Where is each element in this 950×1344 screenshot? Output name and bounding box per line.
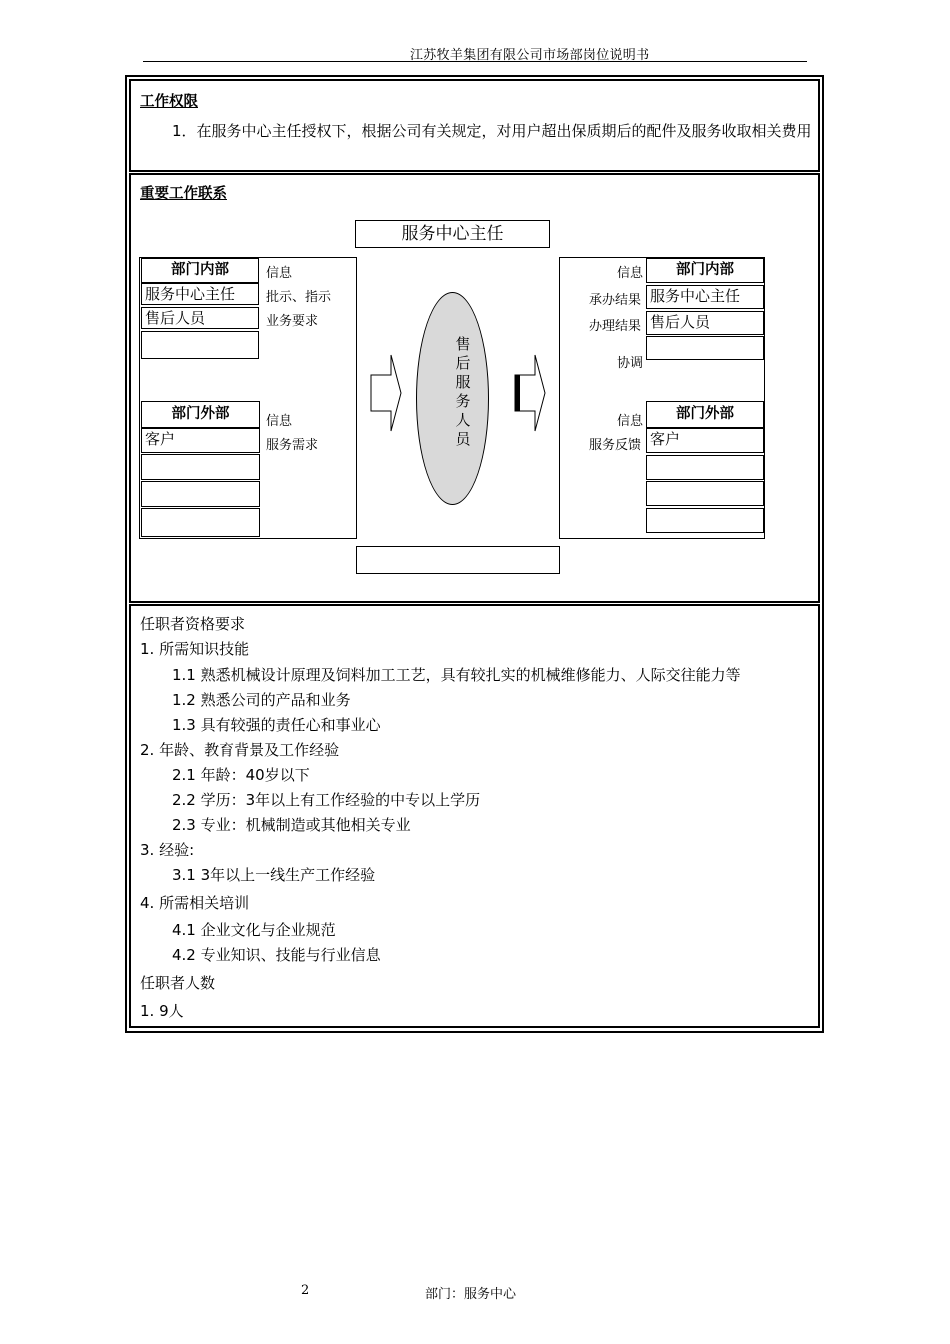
qualifications-section — [129, 604, 820, 1028]
qualifications-title: 任职者资格要求 — [140, 615, 246, 633]
left-external-label: 服务需求 — [266, 438, 319, 453]
right-internal-item: 服务中心主任 — [646, 285, 764, 309]
authority-section — [129, 79, 820, 172]
right-internal-label: 协调 — [617, 356, 644, 371]
right-internal-label: 承办结果 — [589, 293, 642, 308]
qualification-line: 2.2 学历：3年以上有工作经验的中专以上学历 — [172, 791, 481, 809]
staff-count-title: 任职者人数 — [140, 974, 216, 992]
right-external-item — [646, 508, 764, 533]
right-arrow-icon — [513, 353, 547, 433]
right-external-item: 客户 — [646, 428, 764, 453]
qualification-line: 2. 年龄、教育背景及工作经验 — [140, 741, 340, 759]
left-external-item — [141, 454, 260, 480]
right-external-item — [646, 481, 764, 506]
qualification-line: 1. 所需知识技能 — [140, 640, 250, 658]
right-internal-item: 售后人员 — [646, 311, 764, 335]
footer-department: 部门：服务中心 — [425, 1287, 517, 1302]
qualification-line: 2.3 专业：机械制造或其他相关专业 — [172, 816, 411, 834]
relations-section — [129, 173, 820, 603]
qualification-line: 4.1 企业文化与企业规范 — [172, 921, 336, 939]
right-internal-head: 部门内部 — [646, 258, 764, 283]
document-frame — [125, 75, 824, 1033]
qualification-line: 1.1 熟悉机械设计原理及饲料加工工艺，具有较扎实的机械维修能力、人际交往能力等 — [172, 666, 741, 684]
left-internal-item — [141, 331, 259, 359]
right-external-label: 信息 — [617, 414, 644, 429]
qualification-line: 3. 经验: — [140, 841, 195, 859]
right-internal-label: 办理结果 — [589, 319, 642, 334]
left-external-item — [141, 508, 260, 537]
left-external-item: 客户 — [141, 428, 260, 453]
right-internal-label: 信息 — [617, 266, 644, 281]
qualification-line: 2.1 年龄：40岁以下 — [172, 766, 310, 784]
right-external-label: 服务反馈 — [589, 438, 642, 453]
qualification-line: 1.3 具有较强的责任心和事业心 — [172, 716, 381, 734]
qualification-line: 3.1 3年以上一线生产工作经验 — [172, 866, 376, 884]
left-external-item — [141, 481, 260, 507]
left-external-head: 部门外部 — [141, 401, 260, 428]
left-internal-item: 服务中心主任 — [141, 283, 259, 305]
left-internal-label: 信息 — [266, 266, 293, 281]
bottom-box — [356, 546, 560, 574]
left-internal-label: 批示、指示 — [266, 290, 332, 305]
authority-title: 工作权限 — [140, 94, 198, 110]
left-internal-head: 部门内部 — [141, 258, 259, 283]
qualification-line: 4. 所需相关培训 — [140, 894, 250, 912]
qualification-line: 1.2 熟悉公司的产品和业务 — [172, 691, 351, 709]
header-rule — [143, 61, 807, 62]
left-arrow-icon — [369, 353, 403, 433]
authority-text: 1．在服务中心主任授权下，根据公司有关规定，对用户超出保质期后的配件及服务收取相关费用 — [172, 122, 812, 140]
left-external-label: 信息 — [266, 414, 293, 429]
page-number: 2 — [301, 1283, 310, 1298]
right-internal-item — [646, 336, 764, 360]
center-label: 售后服务人员 — [455, 335, 471, 448]
header-title: 江苏牧羊集团有限公司市场部岗位说明书 — [410, 48, 650, 63]
staff-count: 1. 9人 — [140, 1002, 184, 1020]
qualification-line: 4.2 专业知识、技能与行业信息 — [172, 946, 381, 964]
right-external-head: 部门外部 — [646, 401, 764, 428]
relations-title: 重要工作联系 — [140, 186, 227, 202]
top-box: 服务中心主任 — [355, 220, 550, 248]
left-internal-item: 售后人员 — [141, 307, 259, 329]
left-internal-label: 业务要求 — [266, 314, 319, 329]
right-external-item — [646, 455, 764, 480]
